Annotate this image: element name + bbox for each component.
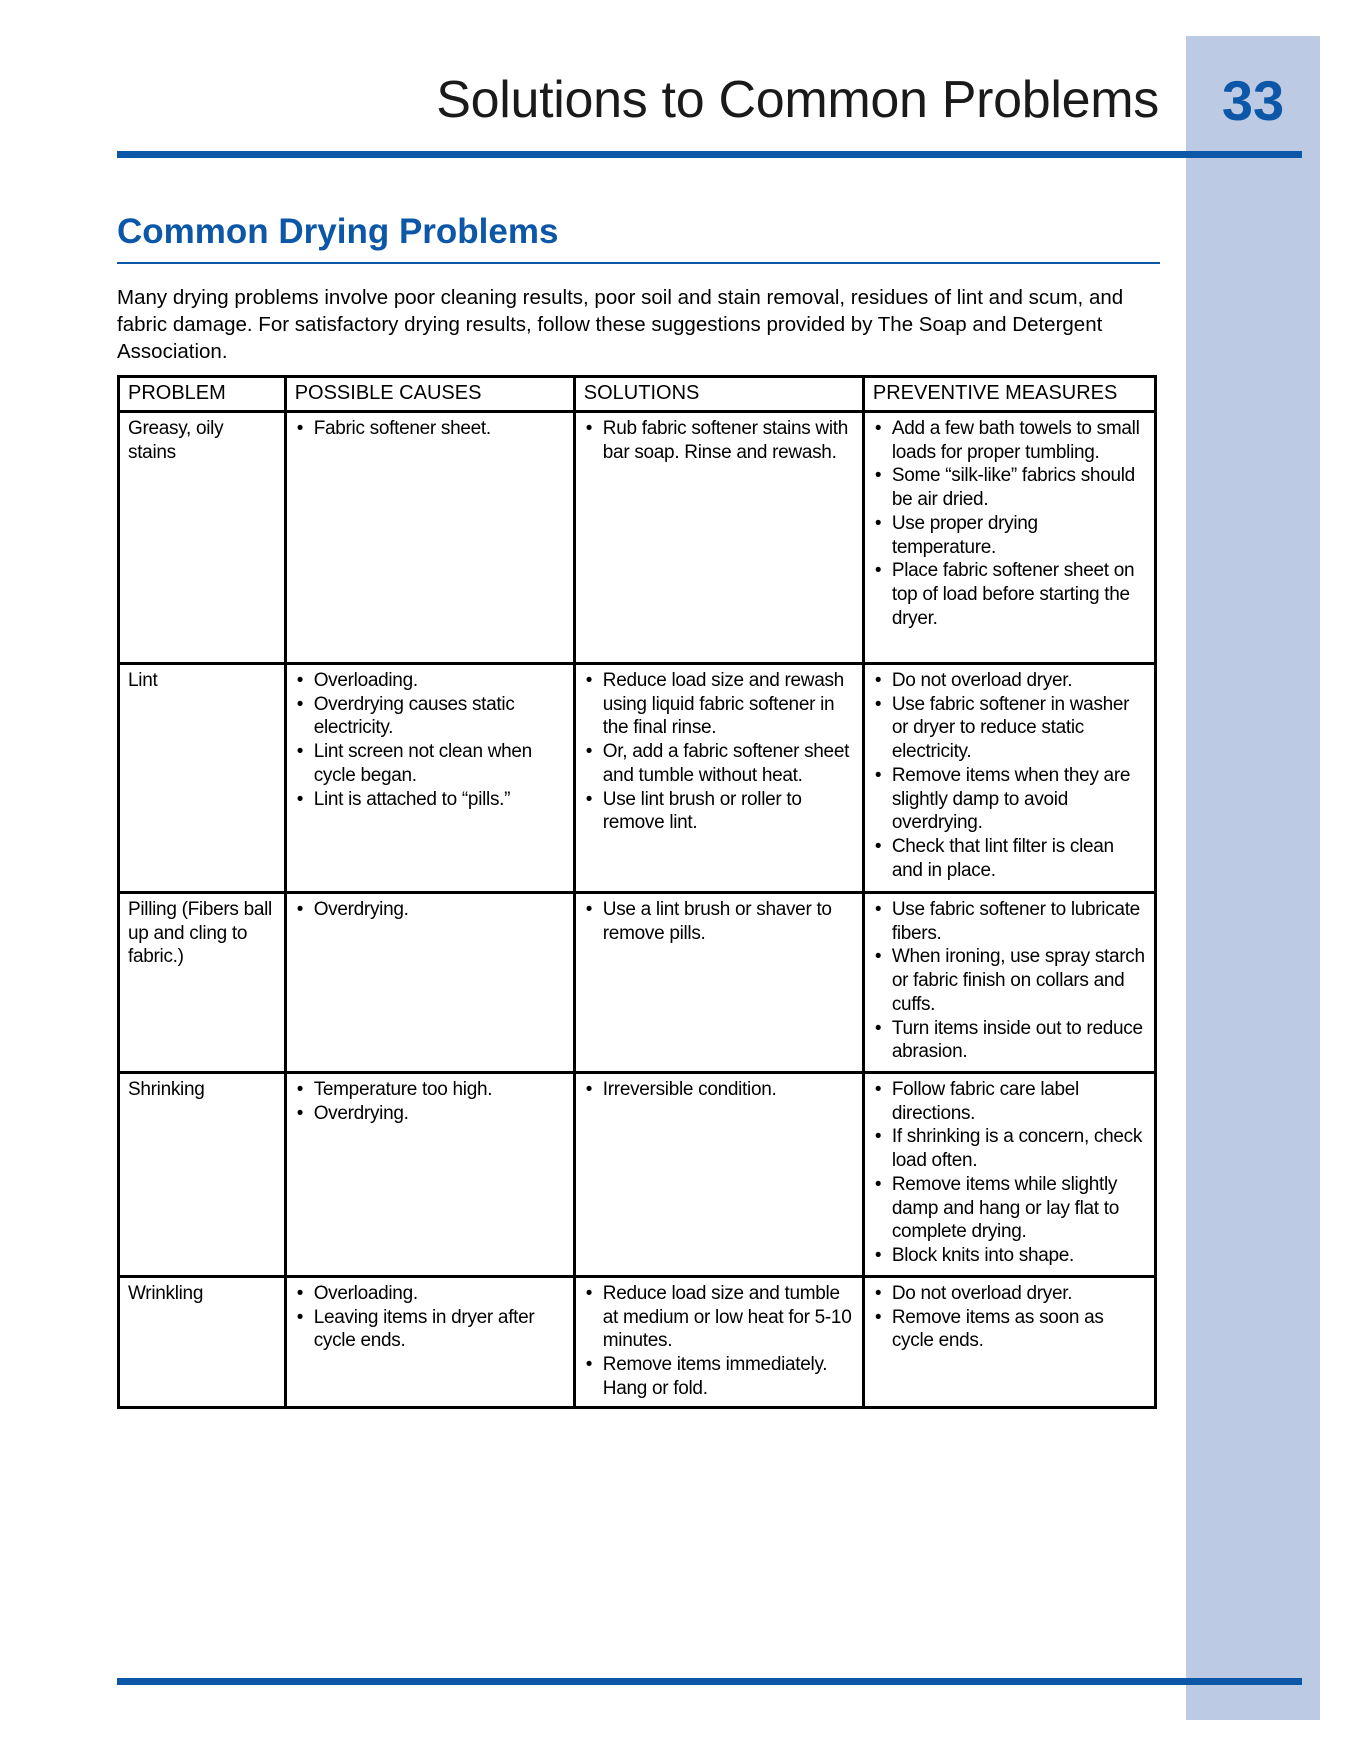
list-item: • Block knits into shape.: [873, 1244, 1146, 1268]
problem-label: Lint: [128, 670, 158, 691]
table-row: [119, 412, 1156, 664]
table-row: [119, 1277, 1156, 1408]
header-preventive-measures: PREVENTIVE MEASURES: [863, 377, 1155, 412]
list-item: • If shrinking is a concern, check load often.: [873, 1125, 1146, 1172]
solutions-cell: [574, 664, 863, 893]
list-item: • Rub fabric softener stains with bar soap. Rinse and rewash.: [584, 417, 854, 464]
list-item: • Overloading.: [295, 669, 565, 693]
list-item: • Add a few bath towels to small loads for proper tumbling.: [873, 417, 1146, 464]
list-item: • Lint screen not clean when cycle began.: [295, 740, 565, 787]
problem-cell: [119, 412, 286, 664]
list-item: • Temperature too high.: [295, 1078, 565, 1102]
list-item: • Turn items inside out to reduce abrasion.: [873, 1017, 1146, 1064]
list-item: • Place fabric softener sheet on top of load before starting the dryer.: [873, 559, 1146, 630]
causes-cell: [285, 1073, 574, 1277]
intro-paragraph: Many drying problems involve poor cleaning results, poor soil and stain removal, residues of lint and scum, and fabric damage. For satisfactory drying results, follow these suggestions provided by The Soap and Detergent Association.: [117, 286, 1124, 363]
problem-cell: [119, 893, 286, 1073]
list-item: • Check that lint filter is clean and in place.: [873, 835, 1146, 882]
section-title: Common Drying Problems: [117, 212, 559, 251]
list-item: • Remove items immediately. Hang or fold.: [584, 1353, 854, 1400]
problem-label: Shrinking: [128, 1079, 205, 1100]
problem-cell: [119, 664, 286, 893]
list-item: • Do not overload dryer.: [873, 669, 1146, 693]
list-item: • Overdrying.: [295, 898, 565, 922]
list-item: • Follow fabric care label directions.: [873, 1078, 1146, 1125]
list-item: • Remove items when they are slightly damp to avoid overdrying.: [873, 764, 1146, 835]
list-item: • Use fabric softener to lubricate fibers.: [873, 898, 1146, 945]
problem-cell: [119, 1073, 286, 1277]
list-item: • Lint is attached to “pills.”: [295, 788, 565, 812]
preventive-cell: [863, 1277, 1155, 1408]
list-item: • Or, add a fabric softener sheet and tumble without heat.: [584, 740, 854, 787]
causes-cell: [285, 412, 574, 664]
causes-cell: [285, 893, 574, 1073]
header-solutions: SOLUTIONS: [574, 377, 863, 412]
preventive-cell: [863, 412, 1155, 664]
list-item: • Irreversible condition.: [584, 1078, 854, 1102]
problem-label: Wrinkling: [128, 1283, 204, 1304]
list-item: • Use a lint brush or shaver to remove pills.: [584, 898, 854, 945]
problem-label: Pilling (Fibers ball up and cling to fabric.): [128, 899, 272, 968]
table-header-row: [119, 377, 1156, 412]
list-item: • Reduce load size and tumble at medium or low heat for 5-10 minutes.: [584, 1282, 854, 1353]
list-item: • Overdrying causes static electricity.: [295, 693, 565, 740]
list-item: • Some “silk-like” fabrics should be air dried.: [873, 464, 1146, 511]
table-row: [119, 664, 1156, 893]
page-title: Solutions to Common Problems: [436, 71, 1159, 129]
section-rule: [117, 262, 1160, 264]
solutions-cell: [574, 1277, 863, 1408]
preventive-cell: [863, 664, 1155, 893]
list-item: • Leaving items in dryer after cycle ends.: [295, 1306, 565, 1353]
problem-label: Greasy, oily stains: [128, 418, 224, 463]
list-item: • Use lint brush or roller to remove lint.: [584, 788, 854, 835]
list-item: • When ironing, use spray starch or fabric finish on collars and cuffs.: [873, 945, 1146, 1016]
solutions-cell: [574, 1073, 863, 1277]
list-item: • Fabric softener sheet.: [295, 417, 565, 441]
list-item: • Remove items while slightly damp and hang or lay flat to complete drying.: [873, 1173, 1146, 1244]
list-item: • Remove items as soon as cycle ends.: [873, 1306, 1146, 1353]
header-rule: [117, 151, 1302, 158]
header-problem: PROBLEM: [119, 377, 286, 412]
list-item: • Do not overload dryer.: [873, 1282, 1146, 1306]
drying-problems-table: [117, 375, 1157, 1409]
table-row: [119, 893, 1156, 1073]
table-row: [119, 1073, 1156, 1277]
list-item: • Overloading.: [295, 1282, 565, 1306]
preventive-cell: [863, 893, 1155, 1073]
list-item: • Reduce load size and rewash using liquid fabric softener in the final rinse.: [584, 669, 854, 740]
header-possible-causes: POSSIBLE CAUSES: [285, 377, 574, 412]
list-item: • Use proper drying temperature.: [873, 512, 1146, 559]
list-item: • Use fabric softener in washer or dryer to reduce static electricity.: [873, 693, 1146, 764]
page-number: 33: [1221, 69, 1285, 132]
side-band: [1186, 36, 1320, 1720]
preventive-cell: [863, 1073, 1155, 1277]
solutions-cell: [574, 412, 863, 664]
footer-rule: [117, 1678, 1302, 1685]
list-item: • Overdrying.: [295, 1102, 565, 1126]
causes-cell: [285, 664, 574, 893]
problem-cell: [119, 1277, 286, 1408]
solutions-cell: [574, 893, 863, 1073]
causes-cell: [285, 1277, 574, 1408]
